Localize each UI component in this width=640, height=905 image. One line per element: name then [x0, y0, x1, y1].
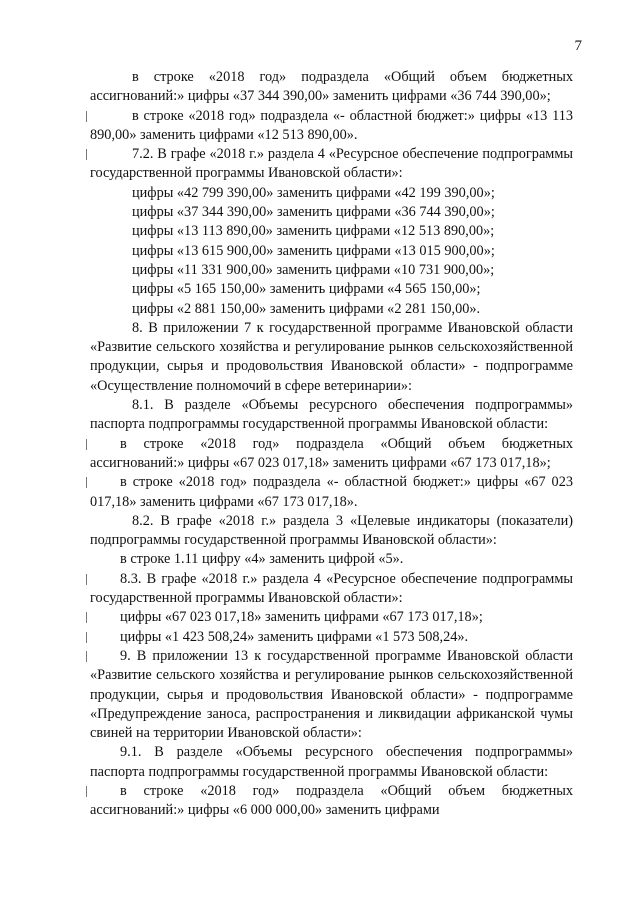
list-item: цифры «13 113 890,00» заменить цифрами «12 513 890,00»;	[132, 223, 495, 240]
paragraph-7-1-total: в строке «2018 год» подраздела «Общий объем бюджетных ассигнований:» цифры «37 344 390,00» заменить цифрами «36 744 390,00»;	[90, 69, 573, 105]
paragraph-8: 8. В приложении 7 к государственной программе Ивановской области «Развитие сельского хозяйства и регулирование рынков сельскохозяйственной продукции, сырья и продовольствия Ивановской области» - подпрограмме «Осуществление полномочий в сфере ветеринарии»:	[90, 319, 573, 394]
paragraph-8-3-b: цифры «1 423 508,24» заменить цифрами «1 573 508,24».	[90, 628, 573, 647]
list-item: цифры «11 331 900,00» заменить цифрами «10 731 900,00»;	[132, 261, 495, 278]
paragraph-9: 9. В приложении 13 к государственной программе Ивановской области «Развитие сельского хозяйства и регулирование рынков сельскохозяйственной продукции, сырья и продовольствия Ивановской области» - подпрограмме «Предупреждение заноса, распространения и ликвидации африканской чумы свиней на территории Ивановской области»:	[90, 647, 573, 743]
paragraph-9-1-total: в строке «2018 год» подраздела «Общий объем бюджетных ассигнований:» цифры «6 000 000,00» заменить цифрами	[90, 782, 573, 821]
list-item: цифры «37 344 390,00» заменить цифрами «36 744 390,00»;	[132, 204, 495, 221]
page-number: 7	[574, 38, 582, 54]
paragraph-8-2-a: в строке 1.11 цифру «4» заменить цифрой «5».	[120, 551, 404, 568]
paragraph-8-1-regional: в строке «2018 год» подраздела «- областной бюджет:» цифры «67 023 017,18» заменить цифрами «67 173 017,18».	[90, 473, 573, 512]
list-item: цифры «42 799 390,00» заменить цифрами «42 199 390,00»;	[132, 184, 495, 201]
list-item: цифры «13 615 900,00» заменить цифрами «13 015 900,00»;	[132, 242, 495, 259]
paragraph-7-2: 7.2. В графе «2018 г.» раздела 4 «Ресурсное обеспечение подпрограммы государственной программы Ивановской области»:	[90, 145, 573, 184]
paragraph-7-1-regional: в строке «2018 год» подраздела «- областной бюджет:» цифры «13 113 890,00» заменить цифрами «12 513 890,00».	[90, 107, 573, 146]
paragraph-8-1: 8.1. В разделе «Объемы ресурсного обеспечения подпрограммы» паспорта подпрограммы государственной программы Ивановской области:	[90, 397, 573, 433]
list-7-2	[90, 184, 573, 319]
paragraph-8-1-total: в строке «2018 год» подраздела «Общий объем бюджетных ассигнований:» цифры «67 023 017,18» заменить цифрами «67 173 017,18»;	[90, 435, 573, 474]
list-item: цифры «2 881 150,00» заменить цифрами «2 281 150,00».	[132, 300, 481, 317]
list-item: цифры «5 165 150,00» заменить цифрами «4 565 150,00»;	[132, 281, 481, 298]
document-body	[90, 68, 573, 821]
paragraph-9-1: 9.1. В разделе «Объемы ресурсного обеспечения подпрограммы» паспорта подпрограммы государственной программы Ивановской области:	[90, 744, 573, 780]
paragraph-8-3: 8.3. В графе «2018 г.» раздела 4 «Ресурсное обеспечение подпрограммы государственной программы Ивановской области»:	[90, 570, 573, 609]
paragraph-8-2: 8.2. В графе «2018 г.» раздела 3 «Целевые индикаторы (показатели) подпрограммы государственной программы Ивановской области»:	[90, 512, 573, 549]
paragraph-8-3-a: цифры «67 023 017,18» заменить цифрами «67 173 017,18»;	[90, 608, 573, 627]
